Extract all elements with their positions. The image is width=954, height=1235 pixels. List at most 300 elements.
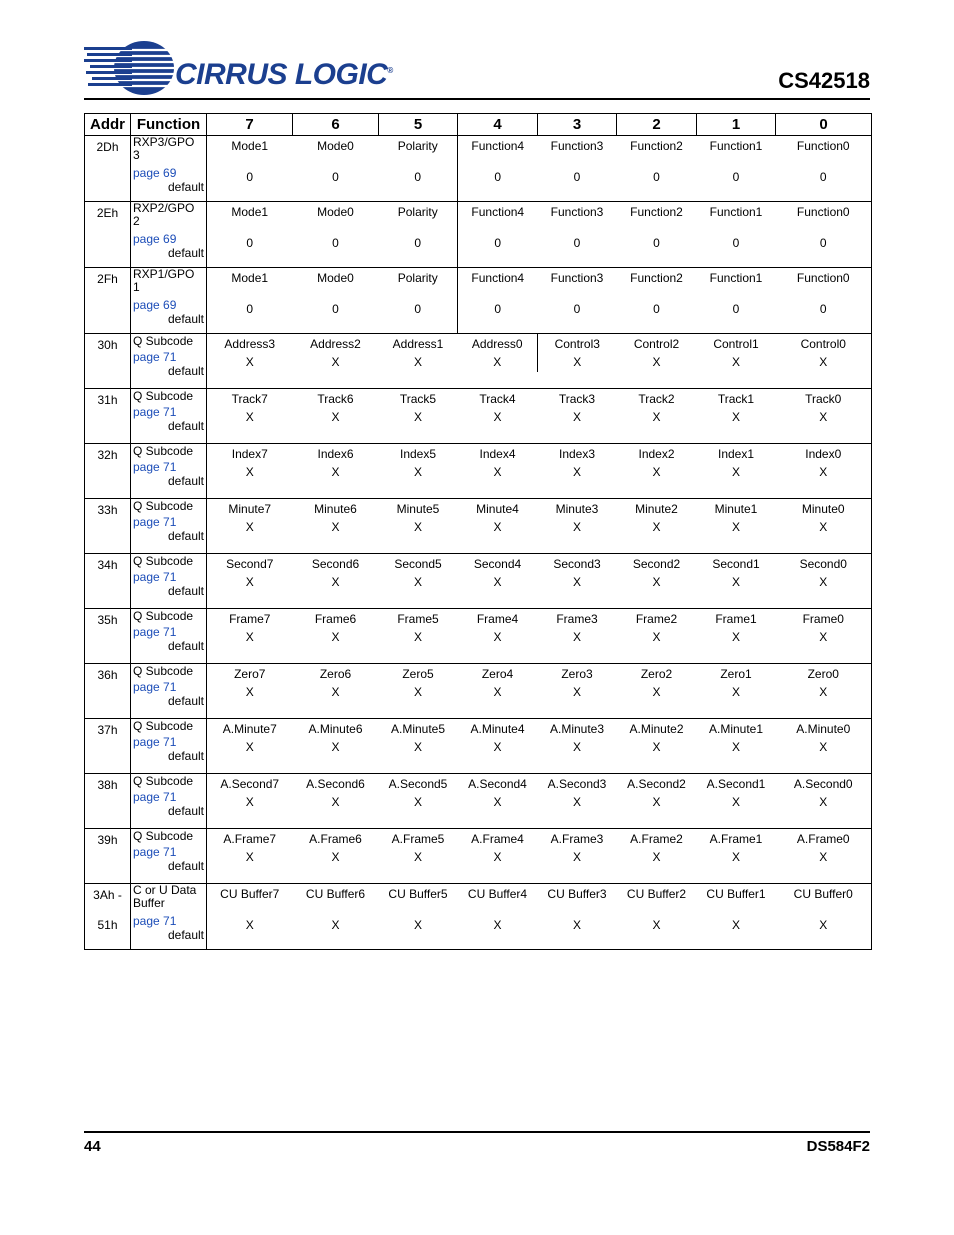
bit-spacer-cell (207, 372, 293, 389)
bit-spacer-cell (776, 318, 872, 334)
bit-name-cell (379, 609, 458, 631)
bit-spacer-cell (697, 427, 776, 444)
bit-name-cell (617, 609, 697, 631)
bit-name: Frame1 (715, 612, 757, 626)
bit-default-cell (617, 520, 697, 537)
bit-name: Second4 (473, 557, 522, 571)
bit-spacer-cell (458, 867, 538, 884)
page-link[interactable]: page 69 (133, 166, 177, 180)
bit-default-value: X (493, 410, 502, 424)
bit-name-cell (697, 499, 776, 521)
bit-spacer-cell (458, 318, 538, 334)
bit-name: Zero3 (561, 667, 593, 681)
bit-name: CU Buffer6 (305, 887, 366, 901)
bit-name-cell (293, 719, 379, 741)
register-function (131, 664, 207, 719)
register-address (85, 334, 131, 389)
page-link[interactable]: page 71 (133, 845, 177, 859)
bit-name-cell (617, 268, 697, 303)
default-label: default (167, 639, 204, 653)
bit-name-cell (379, 202, 458, 237)
register-function (131, 202, 207, 268)
bit-spacer-cell (776, 647, 872, 664)
bit-name: Address1 (392, 337, 444, 351)
bit-default-value: X (652, 465, 661, 479)
register-function (131, 334, 207, 389)
bit-name: Zero6 (319, 667, 352, 681)
bit-default-value: X (731, 740, 740, 754)
bit-spacer-cell (458, 186, 538, 202)
bit-name: Zero0 (807, 667, 839, 681)
bit-default-value: X (245, 850, 254, 864)
bit-name: Zero1 (720, 667, 752, 681)
bit-name-cell (776, 334, 872, 356)
bit-default-cell (697, 918, 776, 934)
bit-default-value: 0 (494, 236, 502, 250)
bit-default-value: X (331, 685, 340, 699)
bit-spacer-cell (458, 372, 538, 389)
bit-default-value: X (331, 850, 340, 864)
bit-spacer-cell (458, 482, 538, 499)
bit-name: Function1 (709, 271, 763, 285)
function-name: Q Subcode (133, 719, 194, 733)
col-header-bit4: 4 (458, 114, 538, 136)
page-link[interactable]: page 71 (133, 914, 177, 928)
bit-default-value: X (652, 410, 661, 424)
bit-default-cell (617, 355, 697, 372)
bit-name-cell (458, 664, 538, 686)
bit-default-cell (458, 465, 538, 482)
address-text: 32h (97, 448, 118, 462)
bit-spacer-cell (617, 757, 697, 774)
bit-default-cell (458, 410, 538, 427)
bit-default-value: X (331, 630, 340, 644)
bit-name-cell (776, 719, 872, 741)
page-link[interactable]: page 71 (133, 460, 177, 474)
function-name: Q Subcode (133, 389, 194, 403)
bit-default-value: X (331, 355, 340, 369)
register-function (131, 719, 207, 774)
bit-spacer-cell (776, 252, 872, 268)
bit-default-value: X (331, 520, 340, 534)
bit-name: Function3 (550, 271, 604, 285)
bit-name-cell (776, 444, 872, 466)
register-function (131, 499, 207, 554)
bit-name: Minute4 (476, 502, 519, 516)
bit-default-cell (617, 302, 697, 318)
address-text: 39h (97, 833, 118, 847)
bit-name-cell (458, 334, 538, 356)
bit-spacer-cell (776, 702, 872, 719)
bit-default-value: X (245, 410, 254, 424)
bit-default-cell (538, 685, 617, 702)
bit-default-value: X (245, 630, 254, 644)
bit-default-cell (207, 795, 293, 812)
bit-default-value: 0 (732, 170, 740, 184)
register-address (85, 202, 131, 268)
bit-spacer-cell (293, 592, 379, 609)
bit-default-cell (697, 465, 776, 482)
bit-default-value: X (413, 850, 422, 864)
bit-default-value: X (493, 520, 502, 534)
bit-spacer-cell (776, 372, 872, 389)
bit-default-value: X (413, 630, 422, 644)
address-text: 35h (97, 613, 118, 627)
bit-name-cell (538, 136, 617, 171)
register-address (85, 499, 131, 554)
function-name: RXP1/GPO (133, 267, 195, 281)
bit-name: Control3 (554, 337, 600, 351)
bit-name-cell (617, 389, 697, 411)
bit-name-cell (207, 136, 293, 171)
document-title: CS42518 (778, 68, 870, 93)
bit-spacer-cell (458, 934, 538, 950)
default-label: default (167, 312, 204, 326)
bit-default-cell (458, 795, 538, 812)
bit-name-cell (207, 499, 293, 521)
bit-default-value: X (652, 795, 661, 809)
bit-name: Function4 (471, 271, 525, 285)
bit-name-cell (293, 268, 379, 303)
bit-default-cell (538, 465, 617, 482)
bit-default-cell (293, 740, 379, 757)
bit-name-cell (776, 609, 872, 631)
bit-spacer-cell (538, 647, 617, 664)
page-link[interactable]: page 71 (133, 515, 177, 529)
bit-name-cell (379, 334, 458, 356)
register-row (85, 444, 872, 466)
bit-name-cell (458, 609, 538, 631)
bit-spacer-cell (697, 812, 776, 829)
bit-default-value: X (652, 850, 661, 864)
function-name: C or U Data (133, 883, 197, 897)
bit-name-cell (697, 774, 776, 796)
page-link[interactable]: page 69 (133, 298, 177, 312)
bit-default-cell (697, 685, 776, 702)
bit-name-cell (207, 202, 293, 237)
bit-name-cell (538, 609, 617, 631)
bit-default-value: 0 (332, 236, 339, 250)
col-header-addr: Addr (85, 114, 131, 136)
bit-spacer-cell (776, 592, 872, 609)
register-address (85, 664, 131, 719)
bit-default-value: X (652, 740, 661, 754)
page-link[interactable]: page 71 (133, 680, 177, 694)
bit-spacer-cell (697, 647, 776, 664)
page-link[interactable]: page 71 (133, 570, 177, 584)
bit-name: Polarity (397, 271, 438, 285)
function-name: Buffer (133, 896, 165, 910)
register-address (85, 444, 131, 499)
register-row (85, 136, 872, 171)
bit-spacer-cell (458, 702, 538, 719)
bit-name-cell (293, 774, 379, 796)
bit-default-cell (538, 575, 617, 592)
bit-name: A.Frame5 (391, 832, 445, 846)
bit-default-cell (617, 918, 697, 934)
bit-name-cell (458, 499, 538, 521)
bit-name-cell (379, 268, 458, 303)
bit-default-value: 0 (332, 302, 339, 316)
bit-name: Index7 (231, 447, 268, 461)
bit-name-cell (458, 554, 538, 576)
register-row (85, 268, 872, 303)
bit-default-cell (538, 236, 617, 252)
bit-spacer-cell (207, 934, 293, 950)
bit-default-cell (697, 630, 776, 647)
col-header-bit7: 7 (207, 114, 293, 136)
bit-spacer-cell (538, 318, 617, 334)
bit-name-cell (207, 389, 293, 411)
bit-spacer-cell (379, 427, 458, 444)
bit-default-cell (379, 465, 458, 482)
bit-spacer-cell (697, 318, 776, 334)
bit-default-cell (458, 918, 538, 934)
col-header-bit2: 2 (617, 114, 697, 136)
bit-name-cell (458, 829, 538, 851)
function-name: 1 (133, 280, 140, 294)
bit-default-value: X (413, 685, 422, 699)
bit-default-cell (207, 850, 293, 867)
bit-name: A.Second3 (547, 777, 607, 791)
bit-name: Mode0 (317, 139, 354, 153)
bit-name: Minute6 (314, 502, 357, 516)
bit-default-cell (293, 520, 379, 537)
bit-default-cell (379, 170, 458, 186)
bit-default-cell (538, 850, 617, 867)
bit-name: Control1 (713, 337, 759, 351)
bit-name: Polarity (397, 139, 438, 153)
bit-spacer-cell (697, 592, 776, 609)
page-link[interactable]: page 71 (133, 625, 177, 639)
bit-name-cell (293, 389, 379, 411)
bit-default-cell (458, 575, 538, 592)
bit-default-value: X (731, 795, 740, 809)
page-link[interactable]: page 71 (133, 350, 177, 364)
bit-default-cell (458, 520, 538, 537)
bit-spacer-cell (458, 427, 538, 444)
register-table (84, 113, 872, 950)
bit-spacer-cell (293, 537, 379, 554)
bit-default-value: X (572, 410, 581, 424)
bit-name: Zero7 (234, 667, 266, 681)
bit-name: Track7 (231, 392, 268, 406)
bit-spacer-cell (458, 592, 538, 609)
bit-default-cell (207, 170, 293, 186)
bit-default-value: X (731, 355, 740, 369)
bit-default-cell (776, 302, 872, 318)
bit-spacer-cell (207, 318, 293, 334)
bit-name: Mode0 (317, 205, 354, 219)
bit-default-value: X (652, 520, 661, 534)
bit-name: Address2 (310, 337, 361, 351)
bit-default-cell (776, 236, 872, 252)
bit-name: Second1 (712, 557, 760, 571)
footer-rule (84, 1131, 870, 1133)
bit-name: A.Minute0 (796, 722, 851, 736)
bit-spacer-cell (697, 757, 776, 774)
bit-default-cell (293, 685, 379, 702)
bit-default-value: X (731, 685, 740, 699)
bit-spacer-cell (379, 537, 458, 554)
page-link[interactable]: page 71 (133, 735, 177, 749)
bit-default-cell (458, 170, 538, 186)
bit-spacer-cell (379, 934, 458, 950)
bit-name: Zero4 (481, 667, 514, 681)
bit-name: A.Second7 (220, 777, 280, 791)
bit-name: Minute0 (801, 502, 845, 516)
bit-default-cell (776, 918, 872, 934)
register-address (85, 884, 131, 950)
bit-name: Minute5 (396, 502, 440, 516)
bit-spacer-cell (458, 757, 538, 774)
bit-spacer-cell (776, 812, 872, 829)
address-text: 2Fh (97, 272, 118, 286)
bit-spacer-cell (697, 372, 776, 389)
bit-name-cell (617, 334, 697, 356)
bit-name: Control2 (633, 337, 680, 351)
bit-spacer-cell (538, 537, 617, 554)
bit-spacer-cell (617, 647, 697, 664)
bit-name-cell (697, 202, 776, 237)
bit-default-cell (293, 918, 379, 934)
bit-default-cell (207, 410, 293, 427)
bit-default-cell (379, 740, 458, 757)
bit-name: Control0 (800, 337, 846, 351)
bit-spacer-cell (697, 186, 776, 202)
bit-name-cell (697, 554, 776, 576)
bit-default-value: X (819, 355, 828, 369)
bit-default-value: X (493, 685, 502, 699)
bit-spacer-cell (697, 867, 776, 884)
bit-default-value: 0 (732, 236, 740, 250)
bit-name: Index2 (638, 447, 675, 461)
bit-default-value: X (493, 355, 502, 369)
bit-name: Track5 (399, 392, 437, 406)
bit-default-cell (776, 740, 872, 757)
bit-name-cell (776, 664, 872, 686)
bit-spacer-cell (293, 867, 379, 884)
bit-name-cell (207, 268, 293, 303)
bit-default-cell (697, 795, 776, 812)
bit-name: Second3 (553, 557, 601, 571)
bit-default-value: X (572, 465, 581, 479)
bit-default-cell (538, 520, 617, 537)
bit-name: A.Second6 (306, 777, 365, 791)
bit-default-cell (617, 795, 697, 812)
bit-default-value: X (819, 520, 828, 534)
page-link[interactable]: page 71 (133, 405, 177, 419)
bit-default-value: X (493, 575, 502, 589)
bit-name-cell (776, 136, 872, 171)
bit-name-cell (538, 268, 617, 303)
bit-name-cell (697, 389, 776, 411)
page-link[interactable]: page 71 (133, 790, 177, 804)
bit-default-value: 0 (246, 236, 254, 250)
register-function (131, 884, 207, 950)
address-text: 38h (97, 778, 118, 792)
bit-spacer-cell (379, 592, 458, 609)
register-function (131, 389, 207, 444)
bit-name-cell (697, 444, 776, 466)
bit-name-cell (379, 829, 458, 851)
bit-default-cell (293, 575, 379, 592)
bit-default-cell (293, 302, 379, 318)
bit-spacer-cell (538, 186, 617, 202)
bit-default-cell (697, 740, 776, 757)
bit-default-value: X (331, 410, 340, 424)
bit-default-cell (697, 170, 776, 186)
bit-spacer-cell (207, 757, 293, 774)
bit-default-value: X (413, 410, 422, 424)
bit-default-cell (379, 685, 458, 702)
register-function (131, 268, 207, 334)
bit-spacer-cell (293, 812, 379, 829)
bit-name-cell (697, 829, 776, 851)
bit-name-cell (207, 554, 293, 576)
function-name: Q Subcode (133, 774, 194, 788)
bit-default-cell (697, 236, 776, 252)
bit-name-cell (293, 829, 379, 851)
register-row (85, 202, 872, 237)
bit-name-cell (207, 664, 293, 686)
bit-default-cell (379, 520, 458, 537)
bit-spacer-cell (617, 186, 697, 202)
bit-spacer-cell (207, 427, 293, 444)
bit-name: Second7 (226, 557, 274, 571)
register-row (85, 719, 872, 741)
bit-name: Minute1 (714, 502, 758, 516)
register-address (85, 829, 131, 884)
bit-spacer-cell (207, 647, 293, 664)
bit-spacer-cell (697, 537, 776, 554)
bit-default-cell (207, 236, 293, 252)
bit-default-value: X (819, 685, 828, 699)
bit-name: Minute7 (228, 502, 272, 516)
bit-spacer-cell (697, 934, 776, 950)
bit-default-value: X (493, 630, 502, 644)
bit-default-value: 0 (246, 302, 254, 316)
logo-wordmark: CIRRUS LOGIC® (175, 58, 393, 91)
bit-name: CU Buffer5 (388, 887, 448, 901)
bit-default-cell (293, 170, 379, 186)
bit-default-cell (697, 302, 776, 318)
bit-name: Frame5 (397, 612, 439, 626)
bit-default-cell (617, 465, 697, 482)
bit-name-cell (776, 554, 872, 576)
bit-name-cell (458, 884, 538, 919)
bit-name-cell (697, 664, 776, 686)
bit-spacer-cell (617, 318, 697, 334)
bit-default-cell (776, 850, 872, 867)
bit-default-cell (538, 355, 617, 372)
bit-default-cell (207, 630, 293, 647)
bit-name: A.Minute2 (629, 722, 684, 736)
bit-spacer-cell (776, 482, 872, 499)
bit-default-value: X (652, 630, 661, 644)
bit-default-value: 0 (819, 302, 827, 316)
bit-name: A.Second1 (706, 777, 766, 791)
address-text: 37h (97, 723, 118, 737)
bit-name-cell (697, 136, 776, 171)
bit-name-cell (458, 268, 538, 303)
bit-name: Frame6 (314, 612, 357, 626)
bit-spacer-cell (617, 427, 697, 444)
page-link[interactable]: page 69 (133, 232, 177, 246)
bit-name: Function4 (471, 139, 525, 153)
bit-default-value: 0 (414, 236, 422, 250)
bit-default-cell (207, 520, 293, 537)
